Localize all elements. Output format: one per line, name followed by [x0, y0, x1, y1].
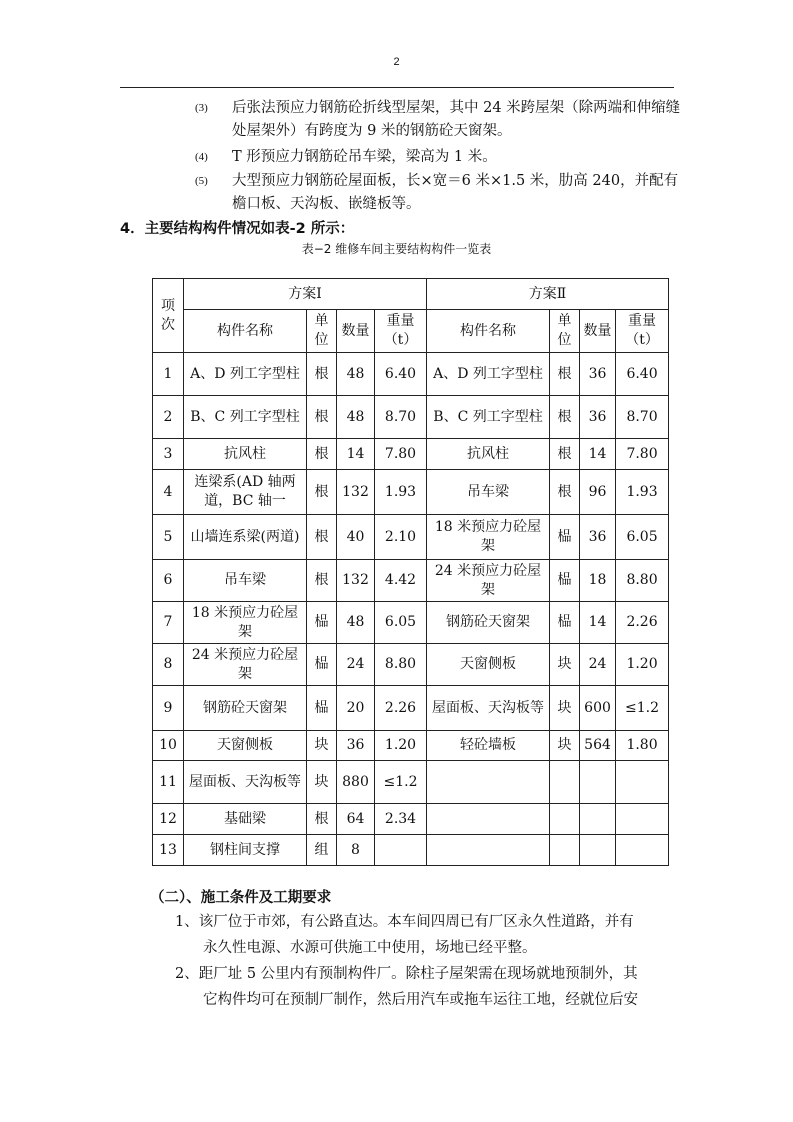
quantity-plan-2: 36	[580, 396, 616, 439]
row-number: 12	[153, 804, 184, 835]
unit-plan-1: 根	[307, 439, 337, 470]
header-unit: 单位	[307, 310, 337, 353]
weight-plan-2: 7.80	[616, 439, 669, 470]
weight-plan-1: 4.42	[375, 560, 427, 602]
header-member-name: 构件名称	[184, 310, 307, 353]
member-name-plan-2: 24 米预应力砼屋架	[427, 560, 550, 602]
quantity-plan-2: 564	[580, 731, 616, 761]
weight-plan-2: 1.20	[616, 644, 669, 686]
quantity-plan-1: 880	[337, 761, 375, 804]
row-number: 6	[153, 560, 184, 602]
row-number: 10	[153, 731, 184, 761]
unit-plan-2: 根	[550, 470, 580, 515]
weight-plan-1	[375, 835, 427, 866]
weight-plan-1: 8.80	[375, 644, 427, 686]
row-number: 1	[153, 353, 184, 396]
member-name-plan-2: 18 米预应力砼屋架	[427, 515, 550, 560]
weight-plan-2	[616, 835, 669, 866]
section-heading: 4．主要结构构件情况如表-2 所示：	[120, 221, 355, 237]
row-number: 13	[153, 835, 184, 866]
weight-plan-2: 8.80	[616, 560, 669, 602]
quantity-plan-1: 132	[337, 470, 375, 515]
structure-members-table	[152, 278, 669, 866]
quantity-plan-2: 36	[580, 353, 616, 396]
member-name-plan-1: 24 米预应力砼屋架	[184, 644, 307, 686]
list-item	[195, 170, 685, 216]
unit-plan-2: 块	[550, 686, 580, 731]
unit-plan-2: 榀	[550, 560, 580, 602]
weight-plan-2: ≤1.2	[616, 686, 669, 731]
unit-plan-1: 根	[307, 515, 337, 560]
table-row	[153, 602, 669, 644]
quantity-plan-1: 24	[337, 644, 375, 686]
header-item-no: 项次	[153, 279, 184, 353]
member-name-plan-2: 屋面板、天沟板等	[427, 686, 550, 731]
weight-plan-1: 2.34	[375, 804, 427, 835]
quantity-plan-2: 14	[580, 602, 616, 644]
member-name-plan-2: 吊车梁	[427, 470, 550, 515]
unit-plan-1: 根	[307, 560, 337, 602]
row-number: 2	[153, 396, 184, 439]
member-name-plan-1: B、C 列工字型柱	[184, 396, 307, 439]
header-member-name: 构件名称	[427, 310, 550, 353]
member-name-plan-2	[427, 761, 550, 804]
unit-plan-2: 块	[550, 731, 580, 761]
header-plan-1: 方案Ⅰ	[184, 279, 427, 310]
header-weight: 重量（t）	[616, 310, 669, 353]
weight-plan-2	[616, 804, 669, 835]
table-row	[153, 644, 669, 686]
weight-plan-2: 1.93	[616, 470, 669, 515]
unit-plan-2: 榀	[550, 515, 580, 560]
header-quantity: 数量	[580, 310, 616, 353]
member-name-plan-2	[427, 804, 550, 835]
table-row	[153, 560, 669, 602]
list-number: (5)	[195, 175, 208, 187]
table-body	[153, 353, 669, 866]
weight-plan-2: 1.80	[616, 731, 669, 761]
row-number: 9	[153, 686, 184, 731]
quantity-plan-1: 64	[337, 804, 375, 835]
row-number: 7	[153, 602, 184, 644]
weight-plan-1: 8.70	[375, 396, 427, 439]
weight-plan-2: 6.40	[616, 353, 669, 396]
row-number: 4	[153, 470, 184, 515]
table-row	[153, 804, 669, 835]
member-name-plan-2	[427, 835, 550, 866]
member-name-plan-1: 抗风柱	[184, 439, 307, 470]
quantity-plan-2: 600	[580, 686, 616, 731]
member-name-plan-1: 屋面板、天沟板等	[184, 761, 307, 804]
member-name-plan-1: 钢筋砼天窗架	[184, 686, 307, 731]
weight-plan-1: ≤1.2	[375, 761, 427, 804]
page-number: 2	[393, 56, 400, 68]
weight-plan-1: 6.05	[375, 602, 427, 644]
unit-plan-1: 根	[307, 804, 337, 835]
list-item	[195, 146, 685, 169]
member-name-plan-1: 连梁系(AD 轴两道，BC 轴一	[184, 470, 307, 515]
member-name-plan-2: 轻砼墙板	[427, 731, 550, 761]
member-name-plan-1: 钢柱间支撑	[184, 835, 307, 866]
paragraph-line: 2、距厂址 5 公里内有预制构件厂。除柱子屋架需在现场就地预制外，其	[175, 966, 638, 982]
table-row	[153, 396, 669, 439]
unit-plan-2	[550, 761, 580, 804]
unit-plan-1: 块	[307, 761, 337, 804]
header-rule	[120, 87, 674, 88]
table-row	[153, 835, 669, 866]
quantity-plan-1: 132	[337, 560, 375, 602]
quantity-plan-1: 48	[337, 396, 375, 439]
weight-plan-2: 2.26	[616, 602, 669, 644]
list-number: (3)	[195, 102, 208, 114]
member-name-plan-1: 18 米预应力砼屋架	[184, 602, 307, 644]
header-unit: 单位	[550, 310, 580, 353]
paragraph-line: 1、该厂位于市郊，有公路直达。本车间四周已有厂区永久性道路，并有	[175, 914, 634, 930]
unit-plan-2: 块	[550, 644, 580, 686]
list-number: (4)	[195, 151, 208, 163]
quantity-plan-2: 18	[580, 560, 616, 602]
weight-plan-2: 8.70	[616, 396, 669, 439]
weight-plan-1: 1.93	[375, 470, 427, 515]
quantity-plan-1: 36	[337, 731, 375, 761]
header-quantity: 数量	[337, 310, 375, 353]
list-text: 大型预应力钢筋砼屋面板，长×宽＝6 米×1.5 米，肋高 240，并配有檐口板、天沟板、嵌缝板等。	[232, 173, 679, 212]
paragraph-line: 它构件均可在预制厂制作，然后用汽车或拖车运往工地，经就位后安	[203, 992, 638, 1008]
unit-plan-1: 根	[307, 353, 337, 396]
member-name-plan-2: 抗风柱	[427, 439, 550, 470]
member-name-plan-2: 天窗侧板	[427, 644, 550, 686]
quantity-plan-1: 8	[337, 835, 375, 866]
table-row	[153, 686, 669, 731]
unit-plan-1: 榀	[307, 644, 337, 686]
header-plan-2: 方案Ⅱ	[427, 279, 669, 310]
weight-plan-2	[616, 761, 669, 804]
quantity-plan-1: 48	[337, 353, 375, 396]
quantity-plan-2: 24	[580, 644, 616, 686]
table-caption: 表−2 维修车间主要结构构件一览表	[301, 242, 492, 256]
row-number: 3	[153, 439, 184, 470]
member-name-plan-1: 基础梁	[184, 804, 307, 835]
table-row	[153, 731, 669, 761]
unit-plan-1: 榀	[307, 686, 337, 731]
unit-plan-2: 根	[550, 439, 580, 470]
quantity-plan-2	[580, 804, 616, 835]
weight-plan-1: 6.40	[375, 353, 427, 396]
list-item	[195, 97, 685, 143]
weight-plan-1: 1.20	[375, 731, 427, 761]
unit-plan-2	[550, 804, 580, 835]
quantity-plan-1: 40	[337, 515, 375, 560]
unit-plan-2: 根	[550, 353, 580, 396]
header-weight: 重量（t）	[375, 310, 427, 353]
weight-plan-1: 2.26	[375, 686, 427, 731]
member-name-plan-1: 吊车梁	[184, 560, 307, 602]
table-row	[153, 353, 669, 396]
unit-plan-2: 榀	[550, 602, 580, 644]
quantity-plan-1: 20	[337, 686, 375, 731]
table-row	[153, 761, 669, 804]
unit-plan-2	[550, 835, 580, 866]
sub-heading: （二）、施工条件及工期要求	[150, 890, 332, 906]
paragraph-line: 永久性电源、水源可供施工中使用，场地已经平整。	[203, 940, 537, 956]
quantity-plan-2: 14	[580, 439, 616, 470]
table-row	[153, 439, 669, 470]
member-name-plan-2: A、D 列工字型柱	[427, 353, 550, 396]
row-number: 11	[153, 761, 184, 804]
member-name-plan-1: 山墙连系梁(两道)	[184, 515, 307, 560]
unit-plan-1: 组	[307, 835, 337, 866]
member-name-plan-2: B、C 列工字型柱	[427, 396, 550, 439]
quantity-plan-2: 96	[580, 470, 616, 515]
quantity-plan-2	[580, 761, 616, 804]
unit-plan-1: 榀	[307, 602, 337, 644]
quantity-plan-2: 36	[580, 515, 616, 560]
weight-plan-1: 7.80	[375, 439, 427, 470]
member-name-plan-1: A、D 列工字型柱	[184, 353, 307, 396]
list-text: 后张法预应力钢筋砼折线型屋架，其中 24 米跨屋架（除两端和伸缩缝处屋架外）有跨度为 9 米的钢筋砼天窗架。	[232, 100, 681, 139]
quantity-plan-1: 48	[337, 602, 375, 644]
row-number: 5	[153, 515, 184, 560]
unit-plan-1: 块	[307, 731, 337, 761]
unit-plan-2: 根	[550, 396, 580, 439]
member-name-plan-1: 天窗侧板	[184, 731, 307, 761]
row-number: 8	[153, 644, 184, 686]
list-text: T 形预应力钢筋砼吊车梁，梁高为 1 米。	[232, 149, 497, 165]
quantity-plan-2	[580, 835, 616, 866]
weight-plan-1: 2.10	[375, 515, 427, 560]
quantity-plan-1: 14	[337, 439, 375, 470]
unit-plan-1: 根	[307, 396, 337, 439]
table-row	[153, 470, 669, 515]
weight-plan-2: 6.05	[616, 515, 669, 560]
member-name-plan-2: 钢筋砼天窗架	[427, 602, 550, 644]
unit-plan-1: 根	[307, 470, 337, 515]
table-row	[153, 515, 669, 560]
